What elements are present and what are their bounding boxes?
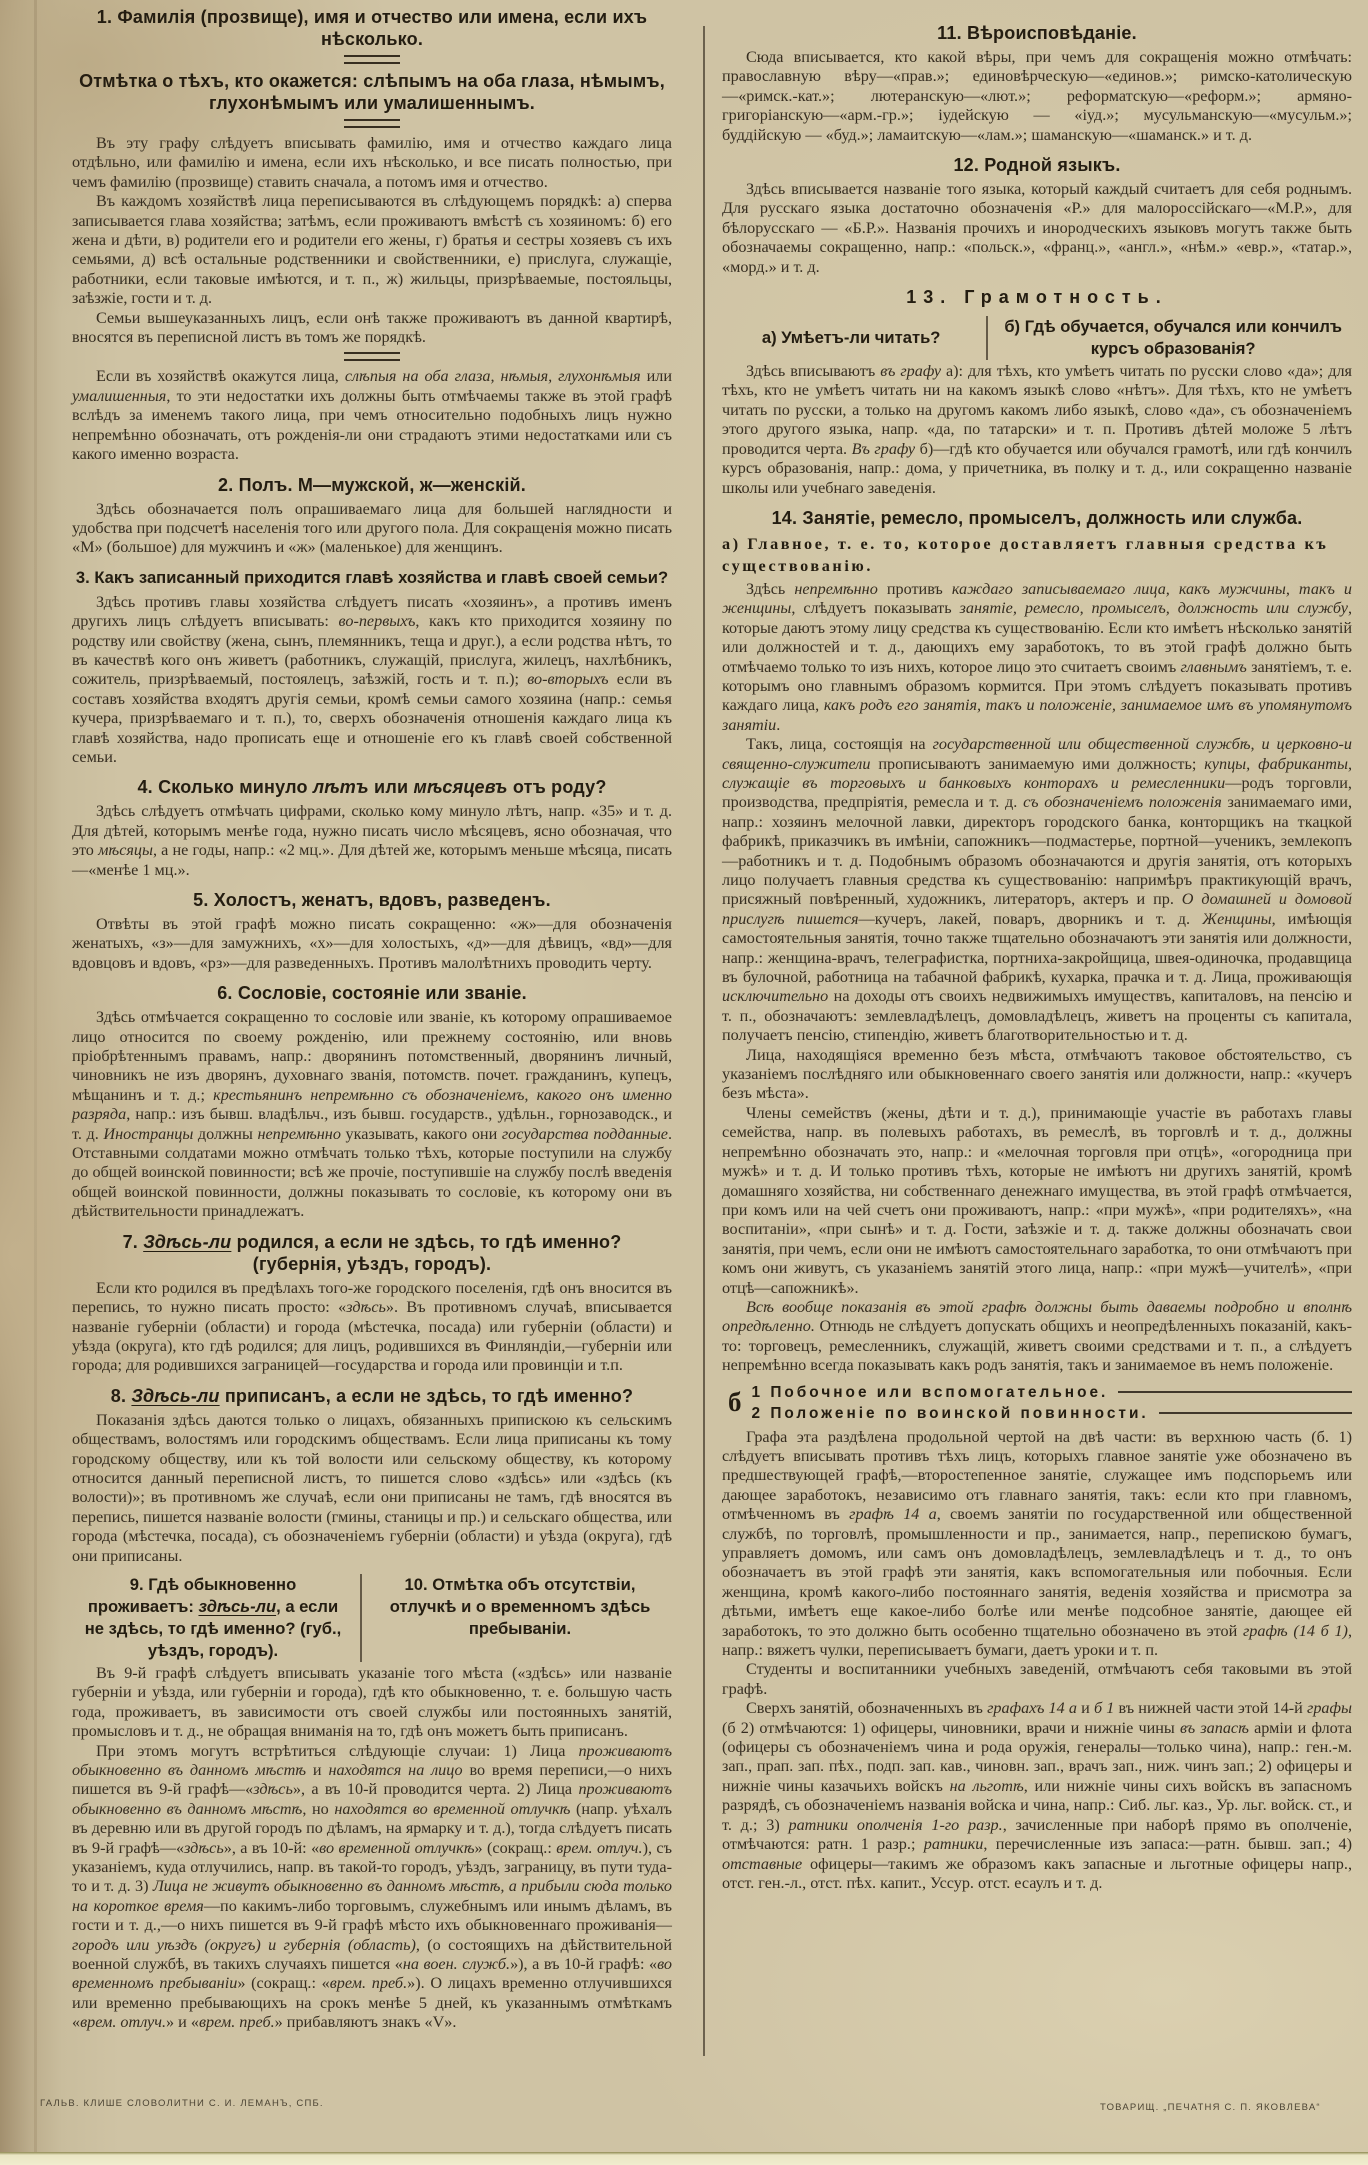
section-9-10-headings [72, 1574, 672, 1662]
section-14b1-heading [752, 1382, 1353, 1403]
paragraph: Въ каждомъ хозяйствѣ лица переписываются въ слѣдующемъ порядкѣ: а) сперва записывается глава хозяйства; затѣмъ, если проживаютъ вмѣстѣ съ хозяиномъ: б) его жена и дѣти, в) родители его и родители его жены, г) братья и сестры хозяевъ съ ихъ семьями, д) всѣ остальные родственники и свойственники, е) прислуга, служащіе, работники, если таковые имѣются, и т. п., ж) жильцы, призрѣваемые, постояльцы, заѣзжіе, гости и т. д. [72, 192, 672, 308]
section-13a-heading: а) Умѣетъ-ли читать? [761, 328, 941, 348]
section-5-heading: 5. Холостъ, женатъ, вдовъ, разведенъ. [193, 890, 551, 910]
subcolumn-divider [360, 1574, 362, 1662]
column-divider [703, 26, 705, 2056]
paragraph: Здѣсь противъ главы хозяйства слѣдуетъ писать «хозяинъ», а противъ именъ другихъ лицъ слѣдуетъ вписывать: во-первыхъ, какъ кто приходится хозяину по родству или свойству (жена, сынъ, племянникъ, теща и друг.), а если родства нѣтъ, то въ качествѣ кого онъ живетъ (работникъ, служащій, прислуга, жилецъ, нахлѣбникъ, сожитель, призрѣваемый, постоялецъ, заѣзжій, гость и т. п.); во-вторыхъ если въ составъ хозяйства входятъ другія семьи, кромѣ семьи самого хозяина (напр.: семья кучера, призрѣваемаго и т. п.), то, сверхъ обозначенія отношенія каждаго лица къ главѣ хозяйства, надо прописать еще и отношеніе его къ главѣ своей собственной семьи. [72, 592, 673, 766]
paragraph: Отвѣты въ этой графѣ можно писать сокращенно: «ж»—для обозначенія женатыхъ, «з»—для замужнихъ, «х»—для холостыхъ, «д»—для дѣвицъ, «вд»—для вдовцовъ и вдовъ, «рз»—для разведенныхъ. Противъ малолѣтнихъ проводить черту. [72, 915, 672, 972]
section-10-heading: 10. Отмѣтка объ отсутствіи, отлучкѣ и о временномъ здѣсь пребываніи. [389, 1574, 651, 1638]
section-14b2-label: 2 Положеніе по воинской повинности. [751, 1404, 1149, 1422]
section-1-heading: 1. Фамилія (прозвище), имя и отчество или имена, если ихъ нѣсколько. [96, 7, 648, 49]
section-13b-cell [994, 316, 1352, 360]
page-fold-crease [34, 0, 37, 2165]
section-11-heading: 11. Вѣроисповѣданіе. [937, 23, 1137, 43]
heading-rule [1118, 1391, 1352, 1393]
paragraph: Сюда вписывается, кто какой вѣры, при чемъ для сокращенія можно отмѣчать: православную вѣру—«прав.»; единовѣрческую—«единов.»; римско-католическую—«римск.-кат.»; лютеранскую—«лют.»; реформатскую—«реформ.»; армяно-григоріанскую—«арм.-гр.»; іудейскую — «іуд.»; мусульманскую—«мусульм.»; буддійскую — «буд.»; ламаитскую—«лам.»; шаманскую—«шаманск.» и т. д. [722, 48, 1352, 144]
section-2-body [72, 500, 672, 558]
section-7-body [72, 1279, 672, 1376]
section-14-heading: 14. Занятіе, ремесло, промыселъ, должность или служба. [771, 507, 1303, 528]
paragraph: Въ 9-й графѣ слѣдуетъ вписывать указаніе того мѣста («здѣсь» или названіе губерніи и уѣзда, или губерніи и города), гдѣ кто обыкновенно, т. е. большую часть года, проживаетъ, въ зависимости отъ своей службы или постоянныхъ занятій, промысловъ и т. д., не обращая вниманія на то, гдѣ онъ можетъ быть приписанъ. [72, 1663, 672, 1741]
printer-imprint-left: ГАЛЬВ. КЛИШЕ СЛОВОЛИТНИ С. И. ЛЕМАНЪ, СПБ. [40, 2098, 324, 2109]
paragraph: Здѣсь обозначается полъ опрашиваемаго лица для большей наглядности и удобства при подсчетѣ населенія того или другого пола. Для сокращенія можно писать «М» (большое) для мужчинъ и «ж» (маленькое) для женщинъ. [72, 499, 672, 557]
section-1-subheading: Отмѣтка о тѣхъ, кто окажется: слѣпымъ на оба глаза, нѣмымъ, глухонѣмымъ или умалишеннымъ. [79, 71, 665, 113]
section-3-heading: 3. Какъ записанный приходится главѣ хозяйства и главѣ своей семьи? [75, 567, 669, 587]
paragraph: Семьи вышеуказанныхъ лицъ, если онѣ также проживаютъ въ данной квартирѣ, вносятся въ переписной листъ въ томъ же порядкѣ. [72, 308, 672, 347]
ornament-rule [344, 119, 400, 128]
paragraph: Здѣсь вписывается названіе того языка, который каждый считаетъ для себя роднымъ. Для русскаго языка достаточно обозначенія «Р.» для малороссійскаго—«М.Р.», для бѣлорусскаго — «Б.Р.». Названія прочихъ и инородческихъ языковъ могутъ также быть обозначаемы сокращенно, напр.: «польск.», «франц.», «англ.», «нѣм.» «евр.», «татар.», «морд.» и т. д. [722, 180, 1352, 276]
section-14b2-heading [752, 1403, 1353, 1424]
section-8-heading: 8. Здѣсь-ли приписанъ, а если не здѣсь, то гдѣ именно? [110, 1385, 634, 1406]
section-7-heading: 7. Здѣсь-ли родился, а если не здѣсь, то гдѣ именно? (губернія, уѣздъ, городъ). [122, 1231, 622, 1274]
left-column [72, 6, 672, 2033]
section-13-subheadings [722, 316, 1352, 360]
section-9-heading: 9. Гдѣ обыкновенно проживаетъ: здѣсь-ли, а если не здѣсь, то гдѣ именно? (губ., уѣздъ, городъ). [84, 1574, 342, 1660]
section-3-body [72, 593, 672, 768]
paragraph: Лица, находящіяся временно безъ мѣста, отмѣчаютъ таковое обстоятельство, съ указаніемъ послѣдняго или обыкновеннаго своего занятія или должности, напр.: «кучеръ безъ мѣста». [722, 1045, 1352, 1103]
section-14b1-label: 1 Побочное или вспомогательное. [751, 1383, 1109, 1401]
section-14a-heading: а) Главное, т. е. то, которое доставляетъ главныя средства къ существованію. [722, 534, 1329, 575]
section-1-body [72, 134, 672, 347]
paragraph: Студенты и воспитанники учебныхъ заведеній, отмѣчаютъ себя таковыми въ этой графѣ. [722, 1660, 1352, 1698]
section-12-heading: 12. Родной языкъ. [953, 155, 1121, 176]
paragraph: Члены семействъ (жены, дѣти и т. д.), принимающіе участіе въ работахъ главы семейства, напр. въ полевыхъ работахъ, въ ремеслѣ, въ торговлѣ и т. д., должны непремѣнно обозначать это, напр.: и «мелочная торговля при отцѣ», «огородница при мужѣ» и т. д. И только противъ тѣхъ, которые не имѣютъ ни другихъ занятій, кромѣ домашняго хозяйства, ни собственнаго денежнаго имущества, въ этой графѣ отмѣчается, при комъ или на чей счетъ они проживаютъ, напр.: «при мужѣ», «при родителяхъ», «на воспитаніи», «при сынѣ» и т. д. Гости, заѣзжіе и т. д. также должны обозначать свои занятія, при чемъ, если они не имѣютъ самостоятельнаго заработка, то они отмѣчаютъ при комъ они живутъ, съ указаніемъ занятій этого лица, напр.: «при мужѣ—учителѣ», «при отцѣ—сапожникѣ». [722, 1103, 1352, 1297]
section-10-heading-cell [368, 1574, 672, 1662]
paragraph: Такъ, лица, состоящія на государственной или общественной службѣ, и церковно-и священно-служители прописываютъ занимаемую ими должность; купцы, фабриканты, служащіе въ торговыхъ и банковыхъ конторахъ и ремесленники—родъ торговли, производства, предпріятія, ремесла и т. д. съ обозначеніемъ положенія занимаемаго ими, напр.: хозяинъ мелочной лавки, директоръ городского банка, конторщикъ на ткацкой фабрикѣ, приказчикъ въ имѣніи, сапожникъ—подмастерье, портной—ученикъ, землекопъ—работникъ и т. д. Подобнымъ образомъ обозначаются и другія занятія, отъ которыхъ лицо получаетъ главныя средства къ существованію: напримѣръ практикующій врачъ, присяжный повѣренный, художникъ, литераторъ, актеръ и пр. О домашней и домовой прислугѣ пишется—кучеръ, лакей, поваръ, дворникъ и т. д. Женщины, имѣющія самостоятельныя занятія, точно также тщательно обозначаютъ эти занятія или должности, напр.: женщина-врачъ, телеграфистка, портниха-закройщица, швея-одиночка, продавщица въ булочной, работница на табачной фабрикѣ, кухарка, прачка и т. д. Лица, проживающія исключительно на доходы отъ своихъ недвижимыхъ имуществъ, капиталовъ, на пенсію и т. п., обозначаютъ: землевладѣлецъ, домовладѣлецъ, живетъ на проценты съ капитала, получаетъ пенсію, стипендію, живетъ благотворительностью и т. д. [722, 735, 1353, 1045]
heading-rule [1159, 1412, 1352, 1414]
section-5-body [72, 915, 672, 973]
paragraph: Здѣсь непремѣнно противъ каждаго записываемаго лица, какъ мужчины, такъ и женщины, слѣдуетъ показывать занятіе, ремесло, промыселъ, должность или службу, которые даютъ этому лицу средства къ существованію. Если кто имѣетъ нѣсколько занятій или должностей и т. д., дающихъ ему заработокъ, то въ этой графѣ должно быть отмѣчаемо только то изъ нихъ, которое лицо это считаетъ своимъ главнымъ занятіемъ, т. е. которымъ оно главнымъ образомъ кормится. При этомъ слѣдуетъ показывать противъ каждаго лица, какъ родъ его занятія, такъ и положеніе, занимаемое имъ въ упомянутомъ занятіи. [722, 579, 1353, 734]
paragraph: Сверхъ занятій, обозначенныхъ въ графахъ 14 а и б 1 въ нижней части этой 14-й графы (б 2) отмѣчаются: 1) офицеры, чиновники, врачи и нижніе чины въ запасѣ арміи и флота (офицеры съ обозначеніемъ чина и рода оружія, генералы—только чина), напр.: ген.-м. зап., прап. зап. пѣх., подп. зап. кав., чиновн. зап., врачъ зап., ниж. чинъ зап.; 2) офицеры и нижніе чины казачьихъ войскъ на льготѣ, или нижніе чины сихъ войскъ въ запасномъ разрядѣ, съ обозначеніемъ названія войска и чина, напр.: Сиб. льг. каз., Ур. льг. войск. ст., и т. д.; 3) ратники ополченія 1-го разр., зачисленные при наборѣ прямо въ ополченіе, отмѣчаются: ратн. 1 разр.; ратники, перечисленные изъ запаса:—ратн. бывш. зап.; 4) отставные офицеры—такимъ же образомъ какъ запасные и льготные офицеры напр., отст. ген.-л., отст. пѣх. капит., Уссур. отст. есаулъ и т. д. [722, 1699, 1353, 1892]
section-2-heading: 2. Полъ. М—мужской, ж—женскій. [218, 474, 526, 495]
scan-bottom-edge [0, 2152, 1368, 2165]
ornament-rule [344, 352, 400, 361]
section-4-body [72, 802, 672, 880]
paragraph: Здѣсь слѣдуетъ отмѣчать цифрами, сколько кому минуло лѣтъ, напр. «35» и т. д. Для дѣтей, которымъ менѣе года, нужно писать число мѣсяцевъ, ясно обозначая, что это мѣсяцы, а не годы, напр.: «2 мц.». Для дѣтей же, которымъ меньше мѣсяца, писать—«менѣе 1 мц.». [72, 802, 673, 879]
paragraph: Всѣ вообще показанія въ этой графѣ должны быть даваемы подробно и вполнѣ опредѣленно. Отнюдь не слѣдуетъ допускать общихъ и неопредѣленныхъ показаній, какъ-то: торговецъ, ремесленникъ, служащій, живетъ своими средствами и т. п., а слѣдуетъ непремѣнно всегда показывать какъ родъ занятія, такъ и занимаемое въ немъ положеніе. [722, 1297, 1352, 1375]
right-column [722, 22, 1352, 1893]
section-14a-body [722, 580, 1352, 1376]
section-8-body [72, 1411, 672, 1566]
section-14b-body [722, 1428, 1352, 1894]
paragraph: Показанія здѣсь даются только о лицахъ, обязанныхъ припискою къ сельскимъ обществамъ, волостямъ или городскимъ обществамъ. Если лица приписаны къ тому городскому обществу, или къ той волости или сельскому обществу, къ которому относится данный переписной листъ, то пишется слово «здѣсь» или «здѣсь (къ волости)»; въ противномъ же случаѣ, если они приписаны не тамъ, гдѣ вносятся въ перепись, пишется названіе волости (гмины, станицы и пр.) и сельскаго общества, или города (мѣстечка, посада), съ обозначеніемъ губерніи (области) и уѣзда (округа), гдѣ они приписаны. [72, 1410, 672, 1565]
paragraph: Если въ хозяйствѣ окажутся лица, слѣпыя на оба глаза, нѣмыя, глухонѣмыя или умалишенныя, то эти недостатки ихъ должны быть отмѣчаемы также въ этой графѣ вслѣдъ за именемъ такого лица, при чемъ относительно подобныхъ лицъ нужно непремѣнно обозначать, отъ рожденія-ли они страдаютъ этими недостатками или съ какого именно возраста. [72, 367, 673, 464]
ornament-rule [344, 55, 400, 64]
section-13-heading: 13. Грамотность. [906, 287, 1168, 308]
paragraph: Здѣсь вписываютъ въ графу а): для тѣхъ, кто умѣетъ читать по русски слово «да»; для тѣхъ, кто не умѣетъ читать ни на какомъ языкѣ слово «нѣтъ». Для тѣхъ, кто не умѣетъ читать по русски, а только на другомъ какомъ либо языкѣ, слово «да», съ обозначеніемъ этого другого языка, напр. «да, по татарски» и т. п. Противъ дѣтей моложе 5 лѣтъ проводится черта. Въ графу б)—гдѣ кто обучается или обучался грамотѣ, или гдѣ кончилъ курсъ образованія, напр.: дома, у причетника, въ полку и т. д., или сокращенно названіе школы или учебнаго заведенія. [722, 362, 1352, 497]
paragraph: Если кто родился въ предѣлахъ того-же городского поселенія, гдѣ онъ вносится въ перепись, то нужно писать просто: «здѣсь». Въ противномъ случаѣ, вписывается названіе губерніи (области) и города (мѣстечка, посада) или губерніи (области) и уѣзда (округа), кто гдѣ родился; для лицъ, родившихся въ Финляндіи,—губерніи или города; для родившихся заграницей—государства и города или провинціи и т.п. [72, 1278, 672, 1375]
section-6-body [72, 1008, 672, 1221]
section-14b-label: б [728, 1386, 742, 1417]
paragraph: Въ эту графу слѣдуетъ вписывать фамилію, имя и отчество каждаго лица отдѣльно, или фамилію и имена, если ихъ нѣсколько, и все писать полностью, при чемъ фамилію (прозвище) ставить сначала, а потомъ имя и отчество. [72, 134, 672, 191]
section-9-heading-cell [72, 1574, 354, 1662]
paragraph: Графа эта раздѣлена продольной чертой на двѣ части: въ верхнюю часть (б. 1) слѣдуетъ вписывать противъ тѣхъ лицъ, которыхъ главное занятіе уже обозначено въ предшествующей графѣ,—второстепенное занятіе, служащее имъ подспорьемъ или дающее заработокъ, независимо отъ главнаго занятія, такъ: если кто при главномъ, отмѣченномъ въ графѣ 14 а, своемъ занятіи по государственной или общественной службѣ, по торговлѣ, промышленности и пр., занимается, напр., перепискою бумагъ, управляетъ домомъ, или самъ онъ домовладѣлецъ, землевладѣлецъ и т. д., то онъ обозначаетъ въ этой графѣ эти занятія, какъ вспомогательныя или побочныя. Если женщина, кромѣ какого-либо постояннаго занятія, веденія хозяйства и присмотра за дѣтьми, имѣетъ еще какое-либо болѣе или менѣе подсобное занятіе, дающее ей заработокъ, то это должно быть особенно тщательно обозначено въ этой графѣ (14 б 1), напр.: вяжетъ чулки, переписываетъ бумаги, даетъ уроки и т. п. [722, 1427, 1352, 1660]
section-1-body-disabilities [72, 367, 672, 464]
section-9-10-body [72, 1664, 672, 2033]
printer-imprint-right: ТОВАРИЩ. „ПЕЧАТНЯ С. П. ЯКОВЛЕВА“ [1100, 2102, 1321, 2113]
section-13-body [722, 362, 1352, 498]
paragraph: При этомъ могутъ встрѣтиться слѣдующіе случаи: 1) Лица проживаютъ обыкновенно въ данномъ мѣстѣ и находятся на лицо во время переписи,—о нихъ пишется въ 9-й графѣ—«здѣсь», а въ 10-й проводится черта. 2) Лица проживаютъ обыкновенно въ данномъ мѣстѣ, но находятся во временной отлучкѣ (напр. уѣхалъ въ деревню или въ другой городъ по дѣламъ, на ярмарку и т. д.), тогда слѣдуетъ писать въ 9-й графѣ—«здѣсь», а въ 10-й: «во временной отлучкѣ» (сокращ.: врем. отлуч.), съ указаніемъ, куда отлучились, напр. въ такой-то городъ, уѣздъ, заграницу, въ пути туда-то и т. д. 3) Лица не живутъ обыкновенно въ данномъ мѣстѣ, а прибыли сюда только на короткое время—по какимъ-либо торговымъ, служебнымъ или инымъ дѣламъ, въ гости и т. д.,—о нихъ пишется въ 9-й графѣ мѣсто ихъ обыкновеннаго проживанія—городъ или уѣздъ (округъ) и губернія (область), (о состоящихъ на дѣйствительной военной службѣ, въ такихъ случаяхъ пишется «на воен. служб.»), а въ 10-й графѣ: «во временномъ пребываніи» (сокращ.: «врем. преб.»). О лицахъ временно отлучившихся или временно пребывающихъ на срокъ менѣе 5 дней, къ указаннымъ отмѣткамъ «врем. отлуч.» и «врем. преб.» прибавляютъ знакъ «V». [72, 1741, 673, 2032]
section-6-heading: 6. Сословіе, состояніе или званіе. [217, 983, 527, 1004]
section-13a-cell [722, 316, 980, 360]
subcolumn-divider [986, 316, 988, 360]
section-11-body [722, 48, 1352, 145]
section-12-body [722, 180, 1352, 277]
section-4-heading: 4. Сколько минуло лѣтъ или мѣсяцевъ отъ роду? [137, 777, 607, 798]
section-14b-lines [752, 1382, 1353, 1424]
section-13b-heading: б) Гдѣ обучается, обучался или кончилъ курсъ образованія? [1004, 317, 1342, 359]
section-14b-headings [722, 1382, 1352, 1424]
paragraph: Здѣсь отмѣчается сокращенно то сословіе или званіе, къ которому опрашиваемое лицо относится по своему рожденію, или прежнему состоянію, или вновь пріобрѣтеннымъ правамъ, напр.: дворянинъ потомственный, дворянинъ личный, чиновникъ не изъ дворянъ, духовнаго званія, потомств. почет. гражданинъ, купецъ, мѣщанинъ и т. д.; крестьянинъ непремѣнно съ обозначеніемъ, какого онъ именно разряда, напр.: изъ бывш. владѣльч., изъ бывш. государств., удѣльн., горнозаводск., и т. д. Иностранцы должны непремѣнно указывать, какого они государства подданные. Отставными солдатами можно отмѣчать только тѣхъ, которые поступили на службу до общей воинской повинности; всѣ же прочіе, поступившіе на службу послѣ введенія общей воинской повинности, должны показывать то сословіе, къ которому они въ дѣйствительности принадлежатъ. [72, 1008, 673, 1221]
